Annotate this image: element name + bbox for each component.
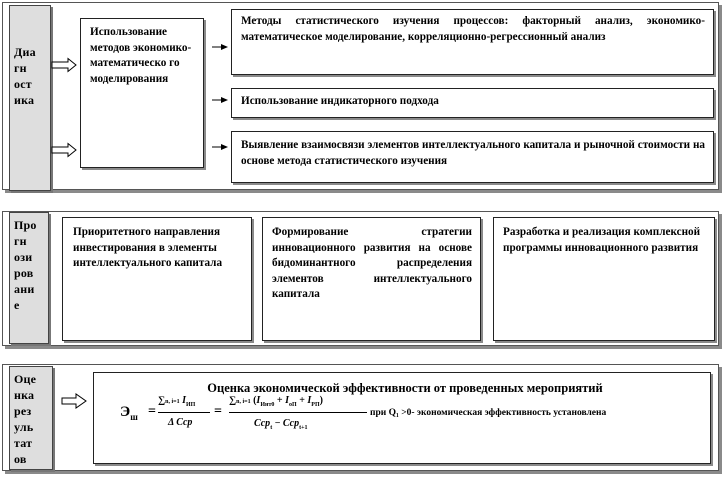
method-box-text: Использование методов экономико-математическо го моделирования [90,26,192,85]
fraction-2-bar [229,412,367,413]
efficiency-condition: при Q₁ >0- экономическая эффективность установлена [370,408,607,418]
efficiency-title: Оценка экономической эффективности от проведенных мероприятий [207,381,603,395]
diagnostics-item-1-text: Методы статистического изучения процессов: факторный анализ, экономико-математическое моделирование, корреляционно-регрессионный анализ [241,15,705,43]
stage-label-forecast: Про гн ози ров ани е [9,212,49,344]
diagnostics-item-3-text: Выявление взаимосвязи элементов интеллектуального капитала и рыночной стоимости на основе метода статистического изучения [241,139,705,167]
fraction-1-bar [158,412,210,413]
fraction-2-denominator: Сср$_t$ − Сср$_{t+1}$ [254,418,308,431]
formula-lhs: $Э_ш$ [120,404,138,422]
forecast-box-2-text: Формирование стратегии инновационного развития на основе бидоминантного распределения элементов интеллектуального капитала [272,226,472,300]
stage-label-diagnostics: Диа гн ост ика [9,5,51,191]
fraction-1-numerator: ∑n, i=1 $I_{ИП}$ [158,395,196,408]
fraction-2-numerator: ∑n, i=1 $(I_{Инт0} + I_{оП} + I_{РП})$ [229,395,323,408]
formula-eq-2: = [214,404,222,419]
forecast-box-1-text: Приоритетного направления инвестирования в элементы интеллектуального капитала [73,226,223,269]
diagnostics-item-2-text: Использование индикаторного подхода [241,95,439,107]
stage-label-results: Оце нка рез уль тат ов [9,366,53,470]
forecast-box-3-text: Разработка и реализация комплексной программы инновационного развития [503,226,701,254]
hollow-arrow-icon [62,394,86,408]
formula-eq-1: = [148,404,156,419]
fraction-1-denominator: Δ Сср [168,417,193,428]
